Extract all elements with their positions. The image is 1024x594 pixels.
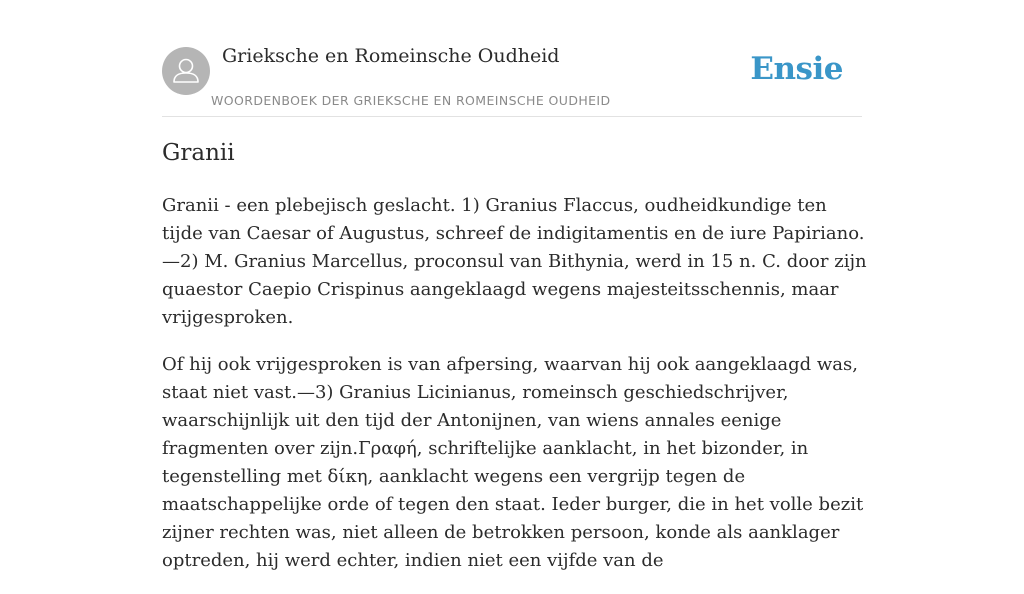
article-body [162,192,867,594]
header [162,0,862,117]
source-title-link[interactable]: Grieksche en Romeinsche Oudheid [222,45,560,67]
avatar[interactable] [162,47,210,95]
user-icon [162,47,210,95]
article-title: Granii [162,140,235,166]
page [162,0,867,571]
article-paragraph: Granii - een plebejisch geslacht. 1) Granius Flaccus, oudheidkundige ten tijde van Caesar of Augustus, schreef de indigitamentis en de iure Papiriano.—2) M. Granius Marcellus, proconsul van Bithynia, werd in 15 n. C. door zijn quaestor Caepio Crispinus aangeklaagd wegens majesteitsschennis, maar vrijgesproken. [162,195,867,328]
brand-logo-link[interactable]: Ensie [750,51,843,87]
source-subtitle-link[interactable]: WOORDENBOEK DER GRIEKSCHE EN ROMEINSCHE OUDHEID [211,93,611,108]
article-paragraph: Of hij ook vrijgesproken is van afpersing, waarvan hij ook aangeklaagd was, staat niet vast.—3) Granius Licinianus, romeinsch geschiedschrijver, waarschijnlijk uit den tijd der Antonijnen, van wiens annales eenige fragmenten over zijn.Γραφή, schriftelijke aanklacht, in het bizonder, in tegenstelling met δίκη, aanklacht wegens een vergrijp tegen de maatschappelijke orde of tegen den staat. Ieder burger, die in het volle bezit zijner rechten was, niet alleen de betrokken persoon, konde als aanklager optreden, hij werd echter, indien niet een vijfde van de [162,354,864,571]
